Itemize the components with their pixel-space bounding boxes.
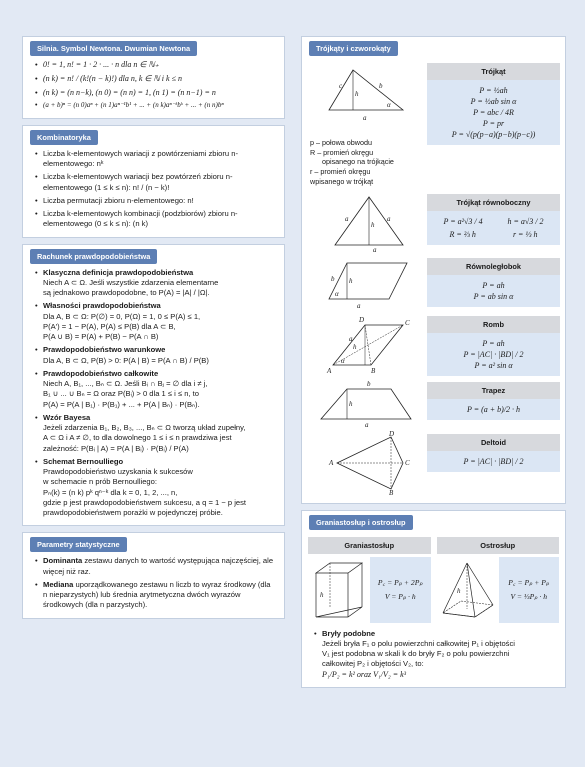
param-item-mediana: • Mediana uporządkowanego zestawu n liczb to wyraz środkowy (dla n nieparzystych) lub średnia arytmetyczna dwóch wyrazów środkowych (dla n parzystych). bbox=[35, 580, 276, 611]
silnia-item-binomial-def: • (n k) = n! / (k!(n − k)!) dla n, k ∈ ℕ i k ≤ n bbox=[35, 74, 276, 85]
svg-text:B: B bbox=[371, 366, 376, 375]
rach-item-head: • Klasyczna definicja prawdopodobieństwa bbox=[43, 267, 194, 277]
rach-item-head: • Schemat Bernoulliego bbox=[43, 456, 124, 466]
svg-text:a: a bbox=[373, 245, 377, 253]
rach-item-head: • Prawdopodobieństwo warunkowe bbox=[43, 345, 166, 355]
prism-formulas: P꜀ = Pₚ + 2Pₚ V = Pₚ · h bbox=[370, 557, 431, 623]
svg-text:A: A bbox=[329, 458, 334, 467]
svg-text:A: A bbox=[327, 366, 332, 375]
svg-text:B: B bbox=[389, 488, 394, 497]
shape-name: Równoległobok bbox=[427, 258, 560, 275]
silnia-card bbox=[22, 36, 285, 119]
svg-text:a: a bbox=[349, 334, 353, 343]
rach-item-head: • Własności prawdopodobieństwa bbox=[43, 301, 161, 311]
prism-box bbox=[308, 557, 431, 623]
shape-name: Trójkąt bbox=[427, 63, 560, 80]
prism-figure bbox=[308, 557, 370, 623]
trojkaty-title: Trójkąty i czworokąty bbox=[309, 41, 398, 56]
prism-name: Graniastosłup bbox=[308, 537, 431, 554]
rach-item-wlasnosci: • Własności prawdopodobieństwa Dla A, B ⊂ Ω: P(∅) = 0, P(Ω) = 1, 0 ≤ P(A) ≤ 1, P(A′) = 1 − P(A), P(A) ≤ P(B) dla A ⊂ B, P(A ∪ B) = P(A) + P(B) − P(A ∩ B) bbox=[35, 301, 276, 342]
silnia-item-binomial-props: • (n k) = (n n−k), (n 0) = (n n) = 1, (n 1) = (n n−1) = n bbox=[35, 88, 276, 99]
parametry-title: Parametry statystyczne bbox=[30, 537, 127, 552]
svg-text:h: h bbox=[320, 590, 324, 599]
pyramid-box bbox=[437, 557, 560, 623]
shape-name: Trójkąt równoboczny bbox=[427, 194, 560, 211]
rachunek-title: Rachunek prawdopodobieństwa bbox=[30, 249, 157, 264]
svg-text:α: α bbox=[387, 101, 391, 109]
svg-text:h: h bbox=[349, 399, 353, 408]
equilateral-formulas: Trójkąt równoboczny P = a²√3 / 4 h = a√3 / 2 R = ⅔ h r = ⅓ h bbox=[427, 191, 560, 255]
komb-item-wariacje-powt: • Liczba k-elementowych wariacji z powtórzeniami zbioru n-elementowego: nᵏ bbox=[35, 149, 276, 170]
svg-text:C: C bbox=[405, 318, 410, 327]
svg-text:h: h bbox=[456, 586, 460, 595]
shape-name: Trapez bbox=[427, 382, 560, 399]
svg-text:b: b bbox=[331, 274, 335, 283]
pyramid-formulas: P꜀ = Pₚ + Pₚ V = ⅓Pₚ · h bbox=[499, 557, 560, 623]
svg-text:C: C bbox=[405, 458, 410, 467]
svg-text:h: h bbox=[353, 342, 357, 351]
rach-item-calkowite: • Prawdopodobieństwo całkowite Niech A, B₁, ..., Bₙ ⊂ Ω. Jeśli Bᵢ ∩ Bⱼ = ∅ dla i ≠ j, B₁ ∪ ... ∪ Bₙ = Ω oraz P(Bᵢ) > 0 dla 1 ≤ i ≤ n, to P(A) = P(A | B₁) · P(B₁) + ... + P(A | Bₙ) · P(Bₙ). bbox=[35, 369, 276, 410]
svg-text:α: α bbox=[335, 289, 339, 298]
parametry-card bbox=[22, 532, 285, 618]
right-column bbox=[301, 36, 566, 694]
rach-item-head: • Prawdopodobieństwo całkowite bbox=[43, 368, 159, 378]
svg-text:a: a bbox=[387, 214, 391, 223]
silnia-item-newton: • (a + b)ⁿ = (n 0)aⁿ + (n 1)aⁿ⁻¹b¹ + ... + (n k)aⁿ⁻ᵏbᵏ + ... + (n n)bⁿ bbox=[35, 101, 276, 110]
triangle-formulas: Trójkąt P = ½ah P = ½ab sin α P = abc / 4R P = pr P = √(p(p−a)(p−b)(p−c)) bbox=[427, 60, 560, 191]
trapezoid-figure bbox=[307, 379, 427, 431]
svg-text:a: a bbox=[357, 301, 361, 310]
shape-name: Deltoid bbox=[427, 434, 560, 451]
svg-text:a: a bbox=[365, 420, 369, 429]
rach-item-bernoulli: • Schemat Bernoulliego Prawdopodobieństwo uzyskania k sukcesów w schemacie n prób Bernoulliego: Pₙ(k) = (n k) pᵏ qⁿ⁻ᵏ dla k = 0, 1, 2, ..., n, gdzie p jest prawdopodobieństwem sukcesu, a q = 1 − p jest prawdopodobieństwem porażki w pojedynczej próbie. bbox=[35, 457, 276, 519]
kite-formulas: Deltoid P = |AC| · |BD| / 2 bbox=[427, 431, 560, 499]
svg-text:D: D bbox=[389, 430, 395, 438]
rach-item-bayes: • Wzór Bayesa Jeżeli zdarzenia B₁, B₂, B₃, ..., Bₙ ⊂ Ω tworzą układ zupełny, A ⊂ Ω i A ≠ ∅, to dla dowolnego 1 ≤ i ≤ n prawdziwa jest zależność: P(Bᵢ | A) = P(A | Bᵢ) · P(Bᵢ) / P(A) bbox=[35, 413, 276, 454]
silnia-title: Silnia. Symbol Newtona. Dwumian Newtona bbox=[30, 41, 197, 56]
triangle-figure bbox=[307, 60, 427, 191]
komb-item-permutacje: • Liczba permutacji zbioru n-elementowego: n! bbox=[35, 196, 276, 206]
rhombus-formulas: Romb P = ah P = |AC| · |BD| / 2 P = a² sin α bbox=[427, 313, 560, 379]
svg-text:c: c bbox=[339, 82, 343, 90]
shape-name: Romb bbox=[427, 316, 560, 333]
svg-text:a: a bbox=[363, 114, 367, 122]
svg-text:h: h bbox=[371, 220, 375, 229]
komb-item-wariacje-bez: • Liczba k-elementowych wariacji bez powtórzeń zbioru n-elementowego (1 ≤ k ≤ n): n! / (n − k)! bbox=[35, 172, 276, 193]
param-item-dominanta: • Dominanta zestawu danych to wartość występująca najczęściej, ale więcej niż raz. bbox=[35, 556, 276, 577]
svg-text:a: a bbox=[345, 214, 349, 223]
triangle-legend: p – połowa obwodu R – promień okręgu opisanego na trójkącie r – promień okręgu wpisanego w trójkąt bbox=[310, 138, 394, 186]
kombinatoryka-card bbox=[22, 125, 285, 238]
pyramid-name: Ostrosłup bbox=[437, 537, 560, 554]
svg-text:D: D bbox=[359, 315, 365, 324]
pyramid-figure bbox=[437, 557, 499, 623]
equilateral-figure bbox=[307, 191, 427, 255]
svg-text:h: h bbox=[355, 90, 359, 98]
trapezoid-formulas: Trapez P = (a + b)/2 · h bbox=[427, 379, 560, 431]
graniastoslup-card bbox=[301, 510, 566, 689]
left-column bbox=[22, 36, 285, 625]
kombinatoryka-title: Kombinatoryka bbox=[30, 130, 98, 145]
svg-text:h: h bbox=[349, 276, 353, 285]
svg-text:b: b bbox=[367, 379, 371, 388]
rach-item-head: • Wzór Bayesa bbox=[43, 412, 91, 422]
trojkaty-card bbox=[301, 36, 566, 504]
graniastoslup-title: Graniastosłup i ostrosłup bbox=[309, 515, 413, 530]
parallelogram-figure bbox=[307, 255, 427, 313]
silnia-item-factorial: • 0! = 1, n! = 1 · 2 · ... · n dla n ∈ ℕ₊ bbox=[35, 60, 276, 71]
svg-text:α: α bbox=[341, 356, 345, 365]
komb-item-kombinacje: • Liczba k-elementowych kombinacji (podzbiorów) zbioru n-elementowego (0 ≤ k ≤ n): (n k) bbox=[35, 209, 276, 230]
kite-figure bbox=[307, 431, 427, 499]
rachunek-card bbox=[22, 244, 285, 527]
svg-text:b: b bbox=[379, 82, 383, 90]
parallelogram-formulas: Równoległobok P = ah P = ab sin α bbox=[427, 255, 560, 313]
rach-item-warunkowe: • Prawdopodobieństwo warunkowe Dla A, B ⊂ Ω, P(B) > 0: P(A | B) = P(A ∩ B) / P(B) bbox=[35, 345, 276, 366]
rhombus-figure bbox=[307, 313, 427, 379]
bryly-podobne: • Bryły podobne Jeżeli bryła F₁ o polu powierzchni całkowitej P₁ i objętości V₁ jest podobna w skali k do bryły F₂ o polu powierzchni całkowitej P₂ i objętości V₂, to: P₁/P₂ = k² oraz V₁/V₂ = k³ bbox=[314, 629, 557, 681]
rach-item-klasyczna: • Klasyczna definicja prawdopodobieństwa Niech A ⊂ Ω. Jeśli wszystkie zdarzenia elementarne są jednakowo prawdopodobne, to P(A) = |A| / |Ω|. bbox=[35, 268, 276, 299]
